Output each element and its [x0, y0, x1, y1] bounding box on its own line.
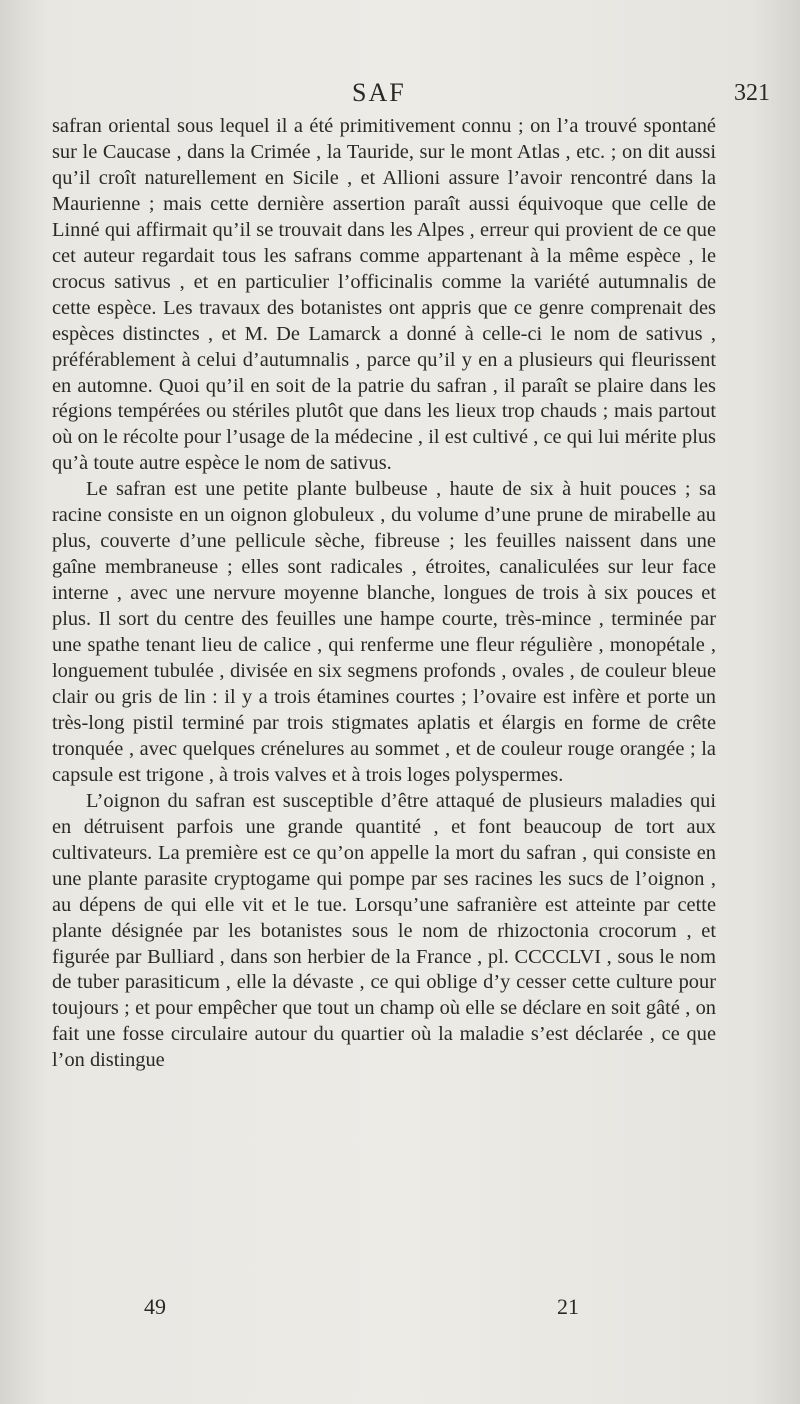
- page-number: 321: [734, 80, 770, 106]
- paragraph: safran oriental sous lequel il a été primitivement connu ; on l’a trouvé spontané sur le Caucase , dans la Crimée , la Tauride, sur le mont Atlas , etc. ; on dit aussi qu’il croît naturellement en Sicile , et Allioni assure l’avoir rencontré dans la Maurienne ; mais cette dernière assertion paraît aussi équivoque que celle de Linné qui affirmait qu’il se trouvait dans les Alpes , erreur qui provient de ce que cet auteur regardait tous les safrans comme appartenant à la même espèce , le crocus sativus , et en particulier l’officinalis comme la variété autumnalis de cette espèce. Les travaux des botanistes ont appris que ce genre comprenait des espèces distinctes , et M. De Lamarck a donné à celle-ci le nom de sativus , préférablement à celui d’autumnalis , parce qu’il y en a plusieurs qui fleurissent en automne. Quoi qu’il en soit de la patrie du safran , il paraît se plaire dans les régions tempérées ou stériles plutôt que dans les lieux trop chauds ; mais partout où on le récolte pour l’usage de la médecine , il est cultivé , ce qui lui mérite plus qu’à toute autre espèce le nom de sativus.: [52, 115, 716, 475]
- page-header: [52, 78, 770, 114]
- signature-mark: 49: [144, 1294, 166, 1319]
- paragraph: Le safran est une petite plante bulbeuse , haute de six à huit pouces ; sa racine consiste en un oignon globuleux , du volume d’une prune de mirabelle au plus, couverte d’une pellicule sèche, fibreuse ; les feuilles naissent dans une gaîne membraneuse ; elles sont radicales , étroites, canaliculées sur leur face interne , avec une nervure moyenne blanche, longues de trois à six pouces et plus. Il sort du centre des feuilles une hampe courte, très-mince , terminée par une spathe tenant lieu de calice , qui renferme une fleur régulière , monopétale , longuement tubulée , divisée en six segmens profonds , ovales , de couleur bleue clair ou gris de lin : il y a trois étamines courtes ; l’ovaire est infère et porte un très-long pistil terminé par trois stigmates aplatis et élargis en forme de crête tronquée , avec quelques crénelures au sommet , et de couleur rouge orangée ; la capsule est trigone , à trois valves et à trois loges polyspermes.: [52, 478, 716, 786]
- page-footer: [52, 1294, 716, 1324]
- paragraph: L’oignon du safran est susceptible d’être attaqué de plusieurs maladies qui en détruisent parfois une grande quantité , et font beaucoup de tort aux cultivateurs. La première est ce qu’on appelle la mort du safran , qui consiste en une plante parasite cryptogame qui pompe par ses racines les sucs de l’oignon , au dépens de qui elle vit et le tue. Lorsqu’une safranière est atteinte par cette plante désignée par les botanistes sous le nom de rhizoctonia crocorum , et figurée par Bulliard , dans son herbier de la France , pl. CCCCLVI , sous le nom de tuber parasiticum , elle la dévaste , ce qui oblige d’y cesser cette culture pour toujours ; et pour empêcher que tout un champ où elle se déclare en soit gâté , on fait une fosse circulaire autour du quartier où la maladie s’est déclarée , ce que l’on distingue: [52, 789, 716, 1072]
- body-text: [52, 114, 716, 1074]
- folio-mark: 21: [557, 1294, 579, 1319]
- running-title: SAF: [352, 78, 406, 107]
